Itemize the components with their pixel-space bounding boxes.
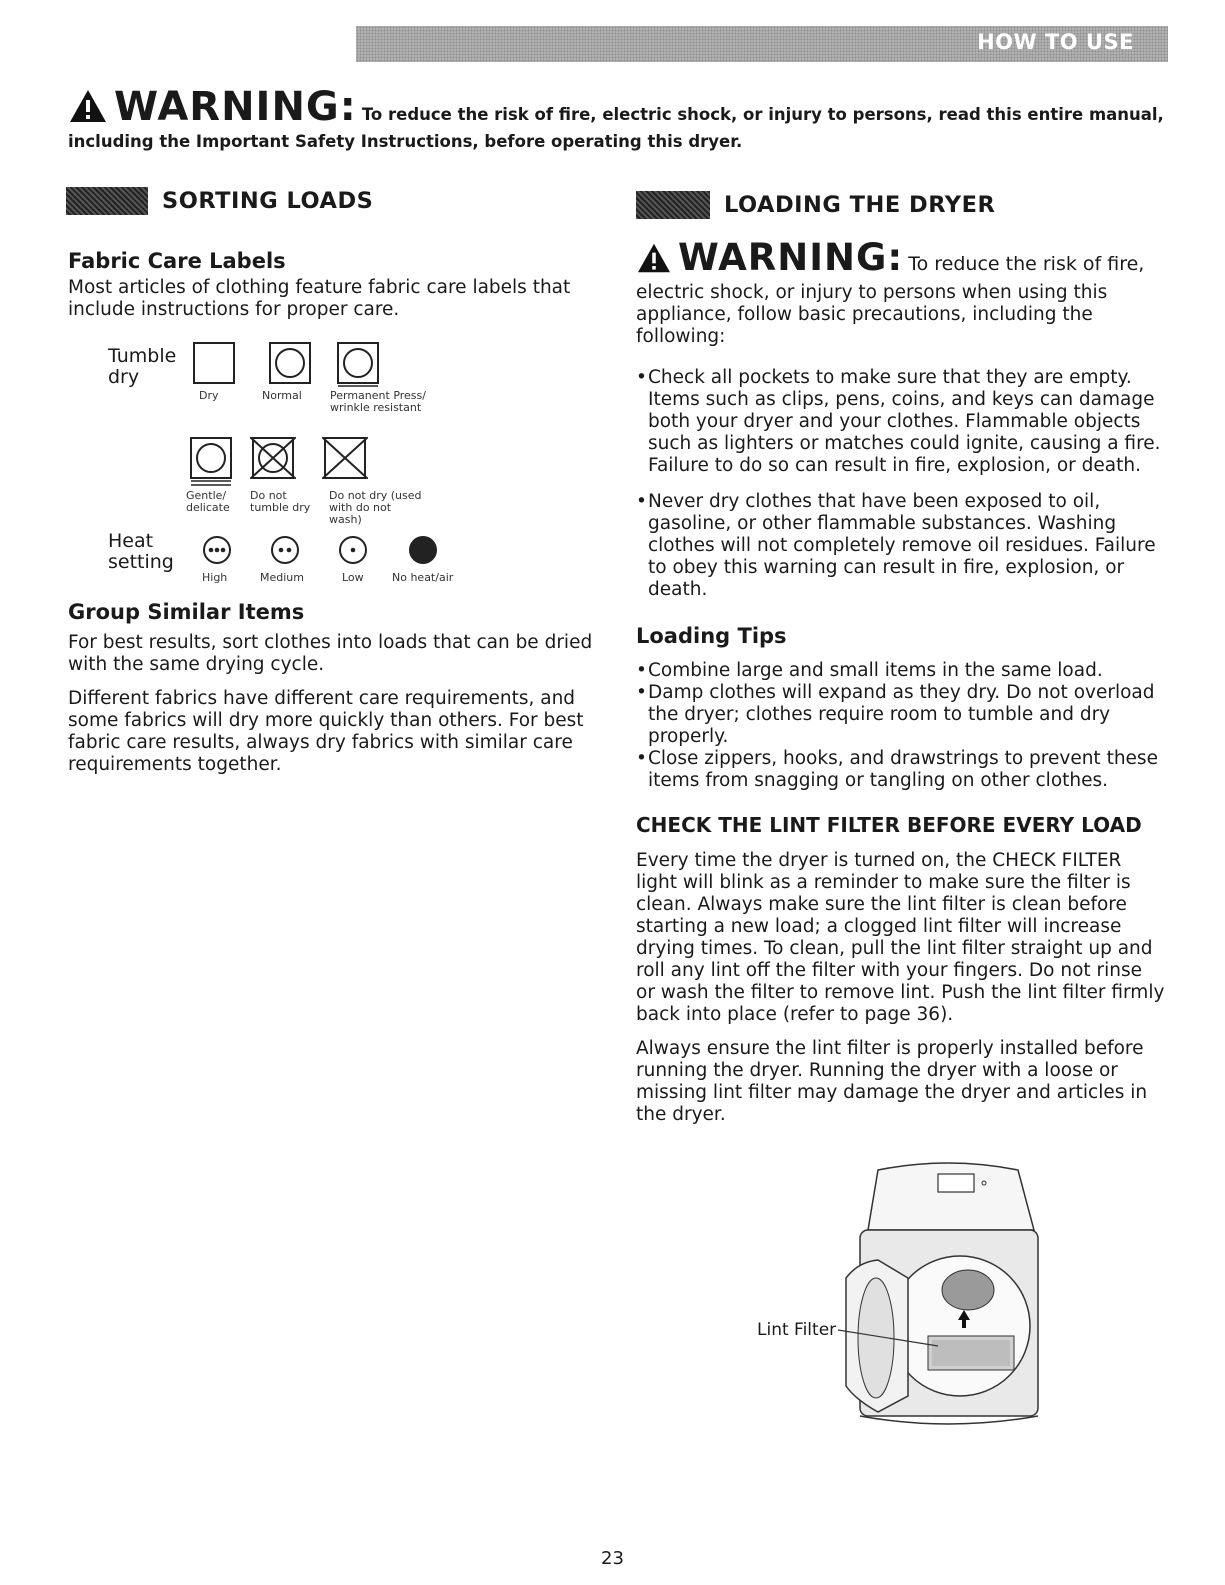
loading-warning — [636, 236, 1176, 279]
lint-filter-p1: Every time the dryer is turned on, the CHECK FILTER light will blink as a reminder to make sure the filter is clean. Always make sure the lint filter is clean before starting a new load; a clogged lint filter will increase drying times. To clean, pull the lint filter straight up and roll any lint off the filter with your fingers. Do not rinse or wash the filter to remove lint. Push the lint filter firmly back into place (refer to page 36). — [636, 850, 1165, 1025]
fabric-care-heading: Fabric Care Labels — [68, 249, 286, 273]
warning-triangle-icon — [68, 88, 108, 124]
warning-bullet-pockets: • Check all pockets to make sure that they are empty. Items such as clips, pens, coins, and keys can damage both your dryer and your clothes. Flammable objects such as lighters or matches could ignite, causing a fire. Failure to do so can result in fire, explosion, or death. — [636, 367, 1166, 477]
warning-text-line1: To reduce the risk of fire, electric shock, or injury to persons, read this entire manual, — [361, 105, 1164, 124]
do-not-dry-icon — [322, 437, 368, 479]
group-similar-p1: For best results, sort clothes into loads that can be dried with the same drying cycle. — [68, 632, 593, 675]
sorting-loads-title: SORTING LOADS — [162, 188, 374, 214]
heat-caption-high: High — [202, 571, 228, 584]
heat-caption-no-heat: No heat/air — [392, 571, 454, 584]
loading-warning-inline: To reduce the risk of fire, — [908, 253, 1145, 275]
symbol-caption-permanent-press: Permanent Press/ wrinkle resistant — [330, 389, 426, 414]
heat-setting-label: Heat setting — [108, 530, 174, 573]
page-number: 23 — [601, 1548, 624, 1569]
heat-caption-low: Low — [342, 571, 364, 584]
loading-dryer-title: LOADING THE DRYER — [724, 192, 996, 218]
symbol-caption-gentle: Gentle/ delicate — [186, 489, 230, 514]
tumble-dry-label: Tumble dry — [108, 345, 177, 388]
banner-title: HOW TO USE — [977, 30, 1134, 54]
warning-triangle-icon — [636, 242, 672, 274]
loading-warning-bullets — [636, 367, 1166, 615]
lint-filter-p2: Always ensure the lint filter is properly installed before running the dryer. Running the dryer with a loose or missing lint filter may damage the dryer and articles in the dryer. — [636, 1038, 1148, 1125]
loading-warning-word: WARNING: — [678, 236, 904, 279]
heat-caption-medium: Medium — [260, 571, 304, 584]
group-similar-heading: Group Similar Items — [68, 600, 305, 624]
section-bar-icon — [66, 187, 148, 215]
normal-symbol-icon — [269, 342, 311, 384]
gentle-symbol-icon — [190, 437, 232, 487]
dry-symbol-icon — [193, 342, 235, 384]
loading-tips-heading: Loading Tips — [636, 624, 787, 648]
heat-high-icon — [202, 535, 232, 565]
heat-medium-icon — [270, 535, 300, 565]
top-warning — [68, 84, 1168, 151]
do-not-tumble-dry-icon — [250, 437, 296, 479]
lint-filter-heading: CHECK THE LINT FILTER BEFORE EVERY LOAD — [636, 813, 1142, 837]
tip-zippers: • Close zippers, hooks, and drawstrings to prevent these items from snagging or tangling on other clothes. — [636, 748, 1166, 792]
section-bar-icon — [636, 191, 710, 219]
warning-bullet-flammable: • Never dry clothes that have been exposed to oil, gasoline, or other flammable substances. Washing clothes will not completely remove oil residues. Failure to obey this warning can result in fire, explosion, or death. — [636, 491, 1166, 601]
group-similar-body — [68, 632, 598, 788]
section-banner — [356, 26, 1168, 62]
fabric-care-body: Most articles of clothing feature fabric care labels that include instructions for proper care. — [68, 277, 571, 320]
group-similar-p2: Different fabrics have different care requirements, and some fabrics will dry more quickly than others. For best fabric care results, always dry fabrics with similar care requirements together. — [68, 688, 584, 775]
loading-dryer-header — [636, 191, 995, 219]
loading-tips-list — [636, 660, 1166, 792]
lint-filter-label: Lint Filter — [757, 1320, 837, 1340]
dryer-illustration — [838, 1150, 1058, 1438]
symbol-caption-do-not-dry: Do not dry (used with do not wash) — [329, 489, 422, 526]
symbol-caption-do-not-tumble: Do not tumble dry — [250, 489, 311, 514]
loading-warning-rest: electric shock, or injury to persons when using this appliance, follow basic precautions, including the following: — [636, 282, 1108, 347]
heat-low-icon — [338, 535, 368, 565]
symbol-caption-dry: Dry — [199, 389, 219, 402]
warning-word: WARNING: — [114, 84, 357, 130]
warning-text-line2: including the Important Safety Instructions, before operating this dryer. — [68, 132, 743, 151]
tip-damp: • Damp clothes will expand as they dry. Do not overload the dryer; clothes require room to tumble and dry properly. — [636, 682, 1166, 748]
symbol-caption-normal: Normal — [262, 389, 302, 402]
sorting-loads-header — [66, 187, 373, 215]
permanent-press-symbol-icon — [337, 342, 379, 388]
tip-combine: • Combine large and small items in the same load. — [636, 660, 1166, 682]
lint-filter-body — [636, 850, 1166, 1138]
no-heat-icon — [408, 535, 438, 565]
